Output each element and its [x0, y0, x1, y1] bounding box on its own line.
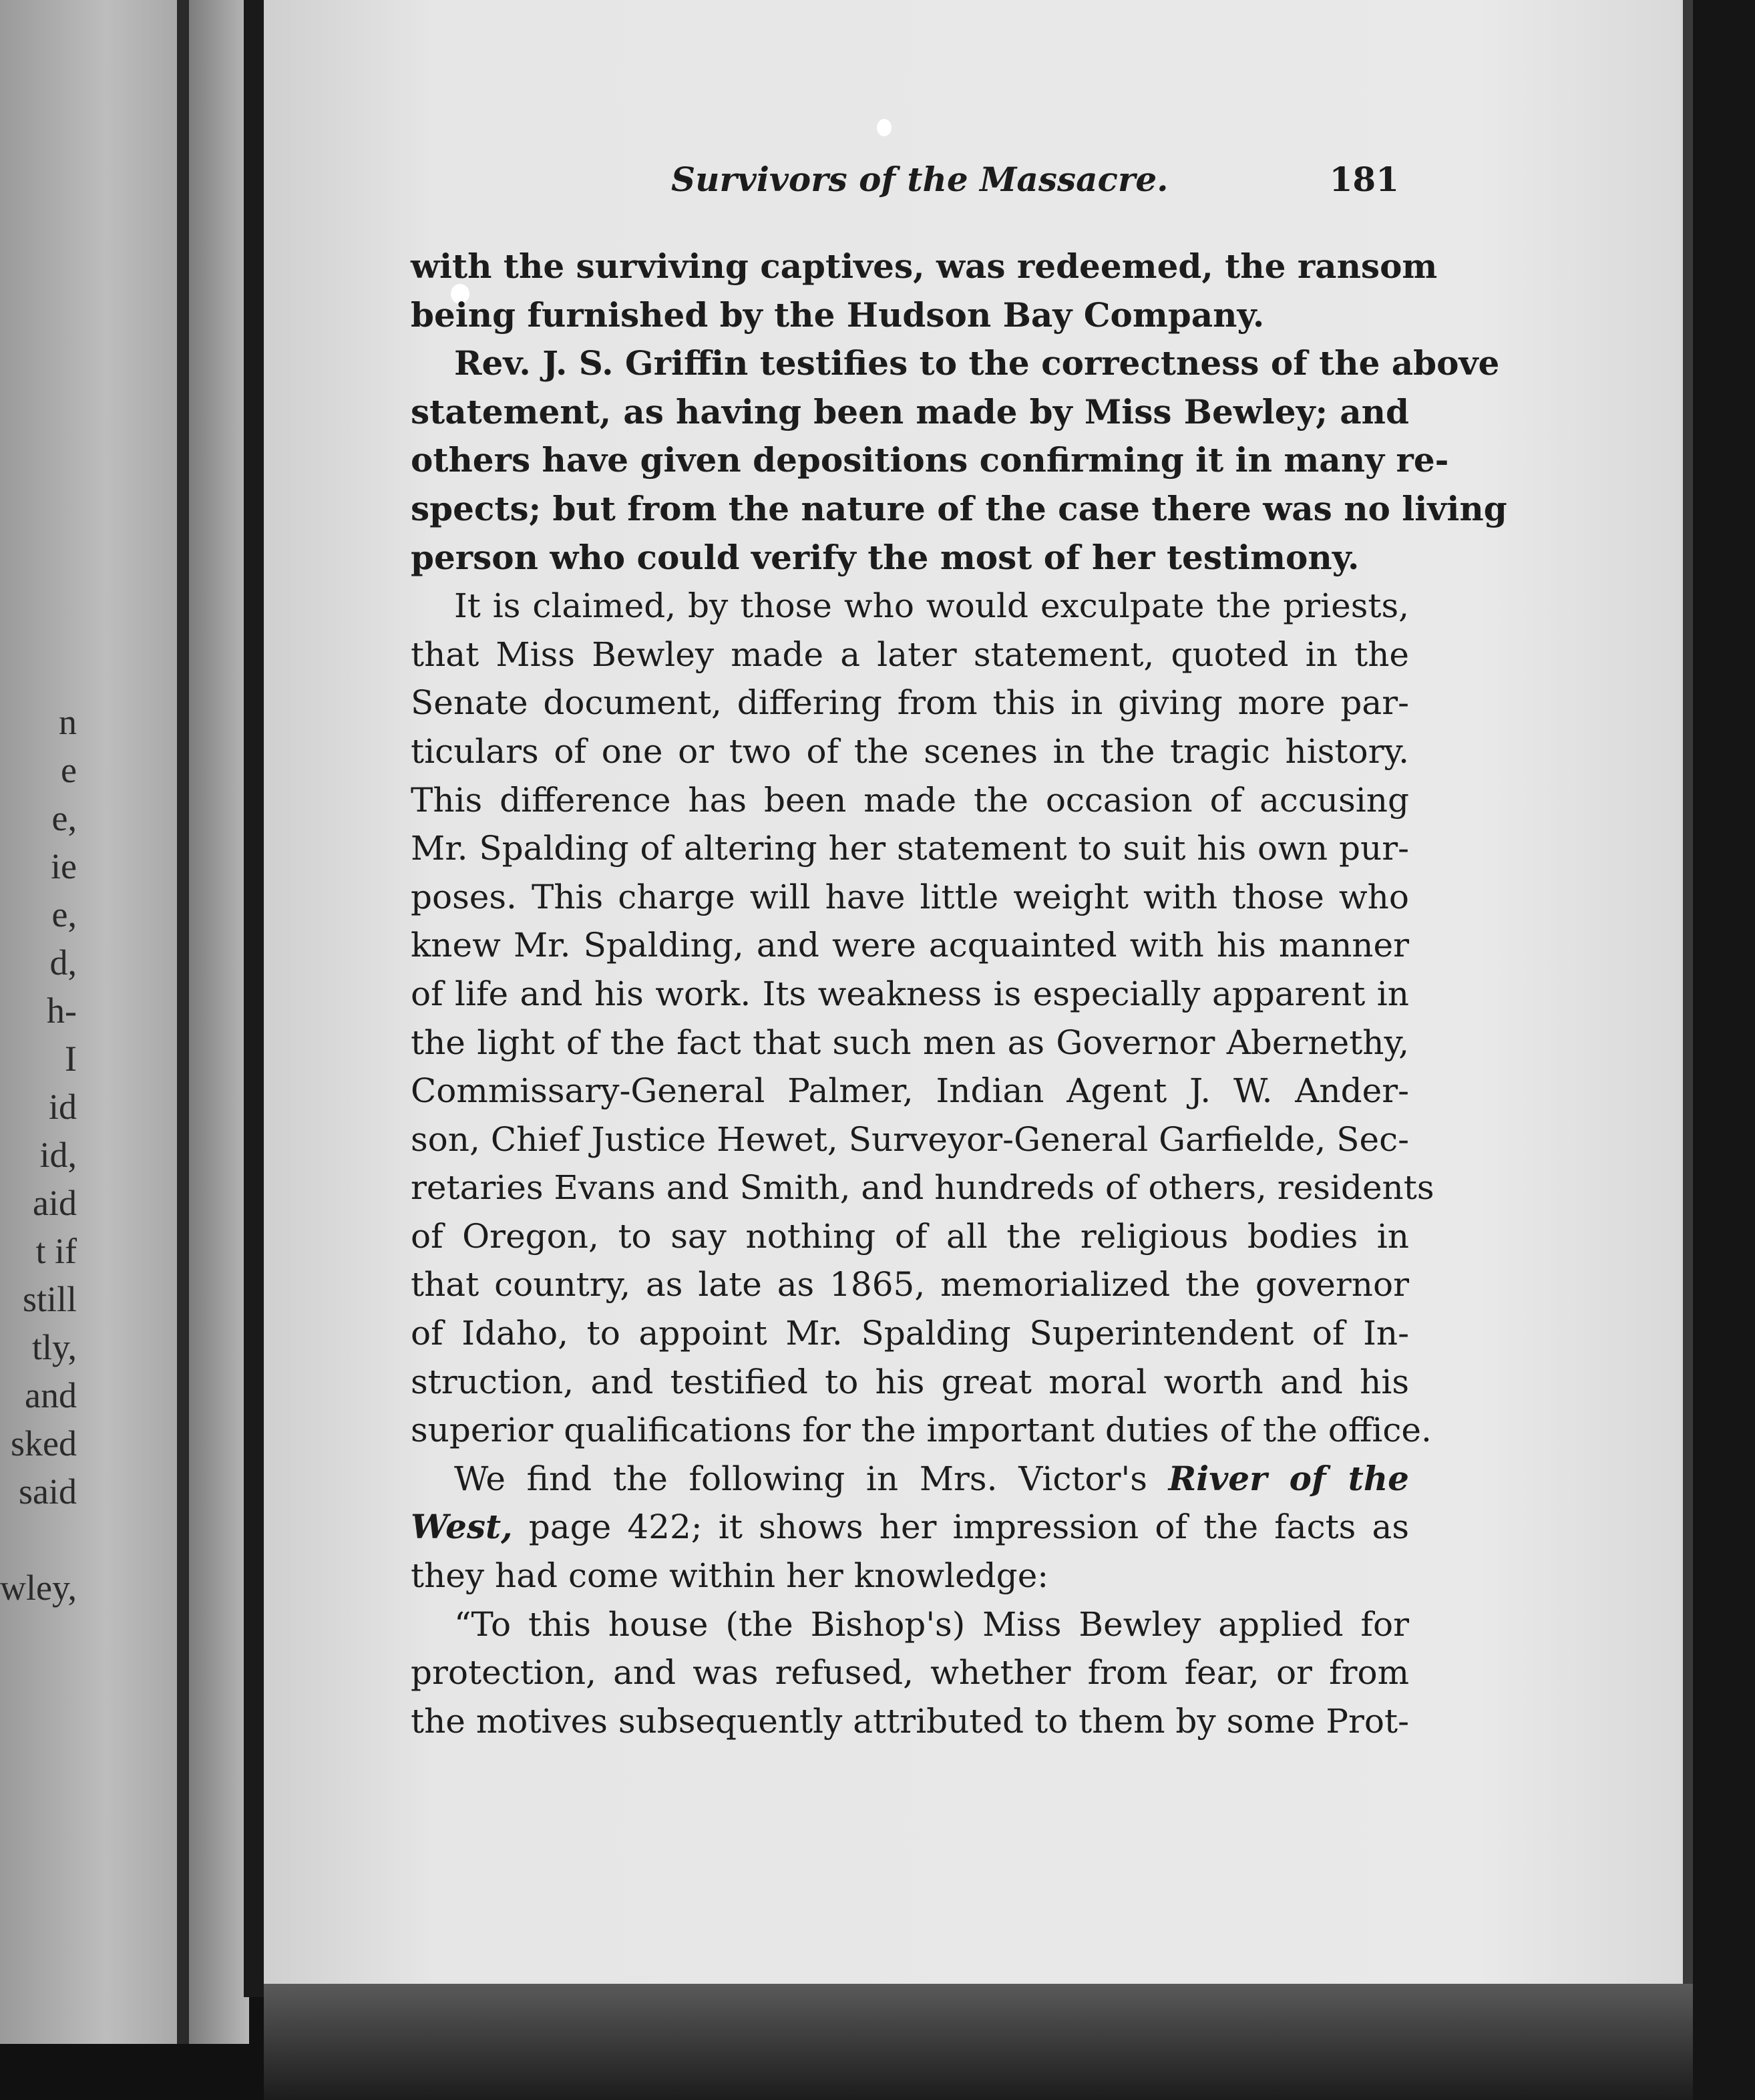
- scan-right-border: [1693, 0, 1755, 2100]
- text-line: of Oregon, to say nothing of all the religious bodies in: [411, 1216, 1409, 1256]
- fragment: said: [19, 1471, 77, 1512]
- fragment: e,: [51, 894, 77, 934]
- fragment: tly,: [32, 1327, 77, 1367]
- text-line: with the surviving captives, was redeemed, the ransom: [411, 246, 1438, 286]
- fragment: still: [22, 1279, 77, 1319]
- scan-speck: [877, 119, 892, 136]
- facing-page-left: [0, 0, 177, 2044]
- paragraph: [411, 1600, 1409, 1746]
- text-line: retaries Evans and Smith, and hundreds of others, residents: [411, 1168, 1434, 1208]
- text-line: others have given depositions confirming it in many re-: [411, 440, 1449, 480]
- fragment: e: [61, 750, 77, 790]
- fragment: and: [25, 1375, 77, 1415]
- text-line: Commissary-General Palmer, Indian Agent J. W. Ander-: [411, 1071, 1409, 1111]
- text-line: statement, as having been made by Miss Bewley; and: [411, 391, 1409, 431]
- fragment: id,: [39, 1135, 77, 1175]
- fragment: ie: [51, 846, 77, 886]
- text-line: of life and his work. Its weakness is especially apparent in: [411, 974, 1409, 1013]
- text-line: of Idaho, to appoint Mr. Spalding Superintendent of In-: [411, 1314, 1409, 1353]
- text-line: that country, as late as 1865, memorialized the governor: [411, 1265, 1409, 1304]
- text-line: “To this house (the Bishop's) Miss Bewley applied for: [454, 1604, 1409, 1644]
- text-line: that Miss Bewley made a later statement, quoted in the: [411, 635, 1409, 674]
- fragment: n: [59, 702, 77, 742]
- fragment: sked: [11, 1423, 77, 1463]
- paragraph: [411, 339, 1507, 582]
- fragment: id: [48, 1087, 77, 1127]
- paragraph: [411, 1455, 1409, 1600]
- running-head: [671, 156, 1399, 203]
- text-line: West, page 422; it shows her impression of the facts as: [411, 1507, 1409, 1547]
- fragment: d,: [49, 942, 77, 983]
- text-line: Senate document, differing from this in giving more par-: [411, 683, 1409, 723]
- book-title-italic: West,: [411, 1507, 513, 1547]
- fragment: aid: [33, 1183, 77, 1223]
- text-line: poses. This charge will have little weight with those who: [411, 877, 1409, 916]
- page-bottom-shadow: [264, 1984, 1693, 2100]
- text-line: son, Chief Justice Hewet, Surveyor-General Garfielde, Sec-: [411, 1119, 1409, 1159]
- running-head-title: Survivors of the Massacre.: [671, 160, 1169, 199]
- text-line: protection, and was refused, whether from fear, or from: [411, 1653, 1409, 1693]
- text-line: Mr. Spalding of altering her statement to suit his own pur-: [411, 829, 1409, 868]
- text-line: ticulars of one or two of the scenes in the tragic history.: [411, 731, 1409, 771]
- book-title-italic: River of the: [1168, 1458, 1409, 1498]
- paragraph: [411, 242, 1438, 339]
- facing-page-fragments: [0, 698, 77, 1612]
- fragment: t if: [35, 1231, 77, 1271]
- text-line: struction, and testified to his great moral worth and his: [411, 1362, 1409, 1401]
- text-line: the motives subsequently attributed to them by some Prot-: [411, 1701, 1409, 1741]
- text-line: they had come within her knowledge:: [411, 1556, 1049, 1596]
- fragment: I: [65, 1039, 77, 1079]
- spine-edge: [244, 0, 264, 1997]
- fragment: h-: [47, 991, 77, 1031]
- text-line: It is claimed, by those who would exculpate the priests,: [454, 586, 1409, 626]
- text-line: superior qualifications for the important duties of the office.: [411, 1411, 1432, 1450]
- text-line: We find the following in Mrs. Victor's River of the: [454, 1458, 1409, 1498]
- text-line: This difference has been made the occasion of accusing: [411, 780, 1409, 820]
- fragment: e,: [51, 798, 77, 838]
- gutter-line: [177, 0, 189, 2044]
- page-right-edge: [1683, 0, 1694, 1984]
- text-line: spects; but from the nature of the case there was no living: [411, 488, 1507, 528]
- fragment: [0, 1516, 77, 1564]
- text-line: person who could verify the most of her testimony.: [411, 537, 1360, 577]
- text-line: knew Mr. Spalding, and were acquainted with his manner: [411, 926, 1409, 965]
- text-line: Rev. J. S. Griffin testifies to the correctness of the above: [454, 343, 1500, 383]
- fragment: wley,: [0, 1568, 77, 1608]
- text-line: the light of the fact that such men as Governor Abernethy,: [411, 1023, 1409, 1062]
- paragraph: [411, 582, 1434, 1455]
- gutter-shadow: [189, 0, 249, 2044]
- page-number: 181: [1329, 160, 1399, 199]
- body-text: [411, 242, 1507, 1745]
- text-line: being furnished by the Hudson Bay Company.: [411, 295, 1265, 335]
